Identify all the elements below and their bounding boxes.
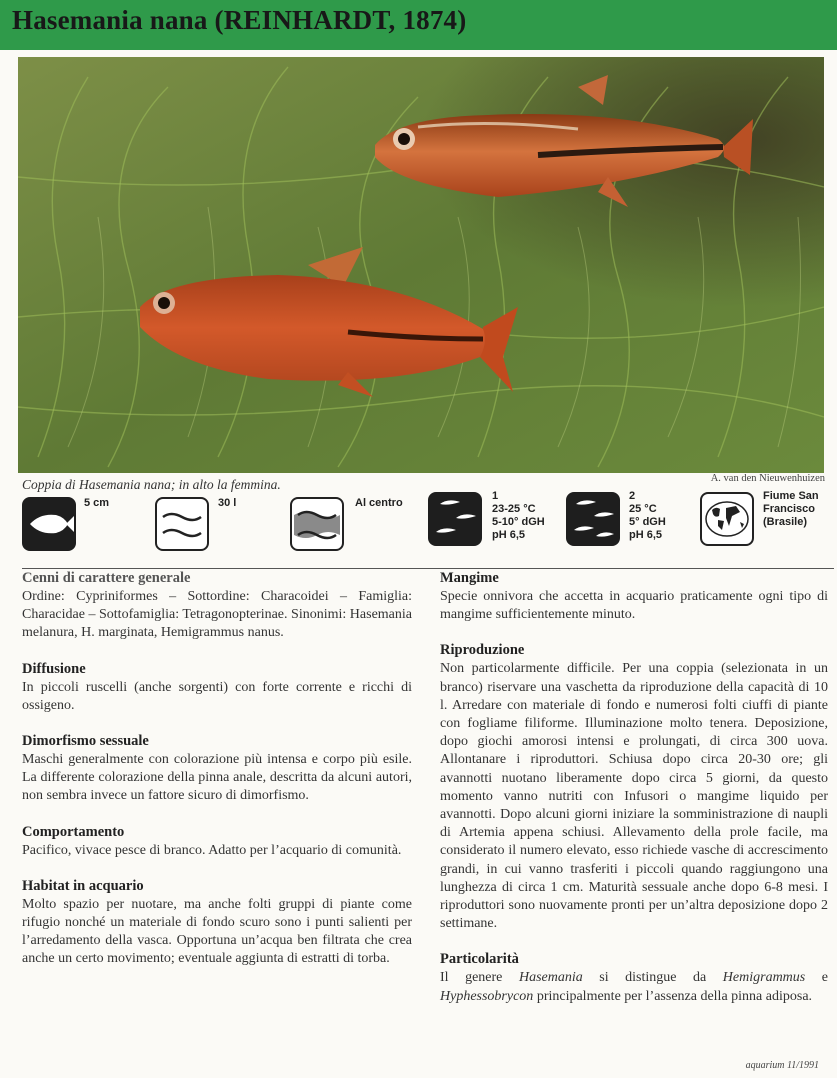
- water2-hardness: 5° dGH: [629, 516, 666, 528]
- water1-ph: pH 6,5: [492, 529, 526, 541]
- water1-temperature: 23-25 °C: [492, 503, 536, 515]
- section-heading: Particolarità: [440, 951, 519, 968]
- section-reproduction: [440, 641, 828, 933]
- section-peculiarities: [440, 950, 828, 1005]
- water1-hardness: 5-10° dGH: [492, 516, 545, 528]
- section-heading: Habitat in acquario: [22, 877, 144, 894]
- fish-size-label: 5 cm: [84, 497, 110, 509]
- origin-line-2: Francisco: [763, 503, 815, 515]
- section-general: [22, 569, 412, 643]
- left-column: [22, 569, 412, 986]
- water-params-1-label: [492, 490, 545, 542]
- title-bar: [0, 0, 837, 50]
- section-heading: Cenni di carattere generale: [22, 570, 191, 586]
- section-text: In piccoli ruscelli (anche sorgenti) con forte corrente e ricchi di ossigeno.: [22, 679, 412, 713]
- section-habitat: [22, 877, 412, 969]
- water-params-1-icon: [428, 492, 482, 546]
- text-part: e: [805, 970, 829, 986]
- section-distribution: [22, 660, 412, 715]
- genus-name: Hyphessobrycon: [440, 988, 534, 1004]
- section-text: Specie onnivora che accetta in acquario praticamente ogni tipo di mangime sufficientemente minuto.: [440, 589, 828, 623]
- water2-line-1: 2: [629, 490, 636, 502]
- text-part: principalmente per l’assenza della pinna adiposa.: [533, 988, 813, 1004]
- world-map-icon: [700, 492, 754, 546]
- section-heading: Mangime: [440, 570, 499, 586]
- water2-ph: pH 6,5: [629, 529, 663, 541]
- page-title: Hasemania nana (REINHARDT, 1874): [12, 5, 467, 35]
- section-dimorphism: [22, 732, 412, 806]
- tank-volume-icon: [155, 497, 209, 551]
- water1-line-1: 1: [492, 490, 499, 502]
- footer-source: aquarium 11/1991: [745, 1060, 819, 1071]
- right-column: [440, 569, 828, 1023]
- section-heading: Diffusione: [22, 660, 86, 677]
- section-heading: Dimorfismo sessuale: [22, 733, 149, 750]
- fish-photo: [18, 57, 824, 473]
- section-text: Maschi generalmente con colorazione più intensa e corpo più esile. La differente colorazione della pinna anale, descritta da alcuni autori, non sembra invece un fattore sicuro di dimorfismo.: [22, 752, 412, 804]
- section-text: Ordine: Cypriniformes – Sottordine: Characoidei – Famiglia: Characidae – Sottofamiglia: Tetragonopterinae. Sinonimi: Hasemania melanura, H. marginata, Hemigrammus nanus.: [22, 589, 412, 641]
- section-text: [440, 969, 828, 1005]
- photo-credit: A. van den Nieuwenhuizen: [710, 473, 825, 484]
- water-params-2-label: [629, 490, 666, 542]
- origin-line-3: (Brasile): [763, 516, 808, 528]
- section-text: Molto spazio per nuotare, ma anche folti gruppi di piante come rifugio nonché un materiale di fondo scuro sono i punti salienti per l’arredamento della vasca. Opportuna un’acqua ben filtrata che crea anche un certo movimento; eventuale aggiunta di estratti di torba.: [22, 896, 412, 967]
- swim-zone-icon: [290, 497, 344, 551]
- genus-name: Hasemania: [518, 970, 583, 986]
- swim-zone-label: Al centro: [355, 497, 403, 509]
- photo-caption: Coppia di Hasemania nana; in alto la femmina.: [22, 477, 281, 492]
- section-heading: Comportamento: [22, 823, 125, 840]
- section-food: [440, 569, 828, 624]
- section-text: Pacifico, vivace pesce di branco. Adatto per l’acquario di comunità.: [22, 842, 402, 858]
- tank-volume-label: 30 l: [218, 497, 237, 509]
- text-part: si distingue da: [582, 970, 723, 986]
- water-params-2-icon: [566, 492, 620, 546]
- genus-name: Hemigrammus: [722, 970, 806, 986]
- origin-line-1: Fiume San: [763, 490, 819, 502]
- section-behaviour: [22, 823, 412, 860]
- fish-size-icon: [22, 497, 76, 551]
- text-part: Il genere: [440, 970, 519, 986]
- origin-label: [763, 490, 819, 529]
- section-text: Non particolarmente difficile. Per una coppia (selezionata in un branco) riservare una vaschetta da riproduzione della capacità di 10 l. Arredare con materiale di fondo e numerosi folti ciuffi di piante con fogliame filiforme. Illuminazione molto tenera. Deposizione, dopo giochi amorosi intensi e prolungati, di circa 300 uova. Allontanare i riproduttori. Schiusa dopo circa 20-30 ore; gli avannotti nuotano liberamente dopo circa 5 giorni, da questo momento vanno nutriti con Infusori o mangime liquido per avannotti. Dopo alcuni giorni iniziare la somministrazione di naupli di Artemia appena schiusi. Allevamento della prole facile, ma considerato il numero elevato, esso richiede vasche di accrescimento grandi, in cui vanno trasferiti i piccoli quando raggiungono una lunghezza di circa 1 cm. Maturità sessuale anche dopo 6-8 mesi. I riproduttori sono nuovamente pronti per un’altra deposizione dopo 2 settimane.: [440, 661, 828, 932]
- water2-temperature: 25 °C: [629, 503, 657, 515]
- section-heading: Riproduzione: [440, 642, 525, 659]
